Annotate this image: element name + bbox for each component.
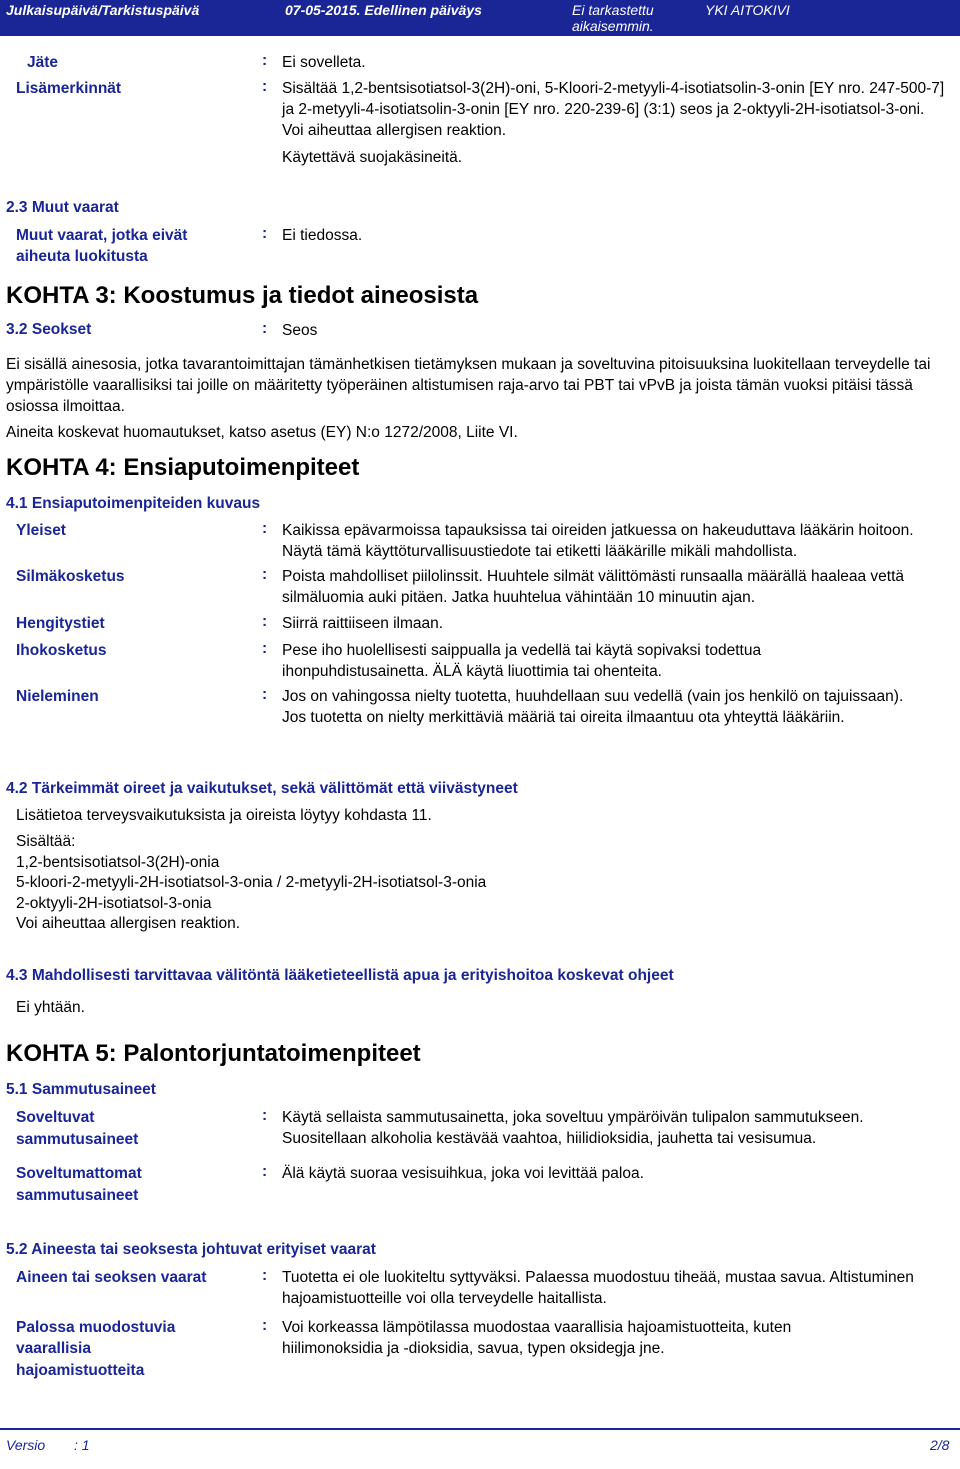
jate-label: Jäte: [27, 54, 59, 71]
yleiset-colon: :: [262, 520, 268, 537]
muut-vaarat-value: Ei tiedossa.: [282, 227, 363, 244]
palossa-label-3: hajoamistuotteita: [16, 1362, 145, 1379]
aineen-vaarat-colon: :: [262, 1267, 268, 1284]
s42-line-6: Voi aiheuttaa allergisen reaktion.: [16, 915, 241, 932]
section-4-2-title: 4.2 Tärkeimmät oireet ja vaikutukset, sekä välittömät että viivästyneet: [6, 780, 518, 797]
section-3-title: KOHTA 3: Koostumus ja tiedot aineosista: [6, 282, 479, 309]
yleiset-label: Yleiset: [16, 522, 66, 539]
footer-divider: [0, 1428, 960, 1430]
soveltuvat-label-1: Soveltuvat: [16, 1109, 95, 1126]
section-3-2-label: 3.2 Seokset: [6, 321, 92, 338]
s42-line-2: Sisältää:: [16, 833, 76, 850]
hengitystiet-label: Hengitystiet: [16, 615, 105, 632]
palossa-label-2: vaarallisia: [16, 1340, 91, 1357]
header-note-line2: aikaisemmin.: [572, 18, 654, 34]
ihokosketus-label: Ihokosketus: [16, 642, 107, 659]
lisamerkinnat-label: Lisämerkinnät: [16, 80, 122, 97]
palossa-label-1: Palossa muodostuvia: [16, 1319, 176, 1336]
jate-colon: :: [262, 52, 268, 69]
yleiset-value: Kaikissa epävarmoissa tapauksissa tai oireiden jatkuessa on hakeuduttava lääkärin hoitoon. Näytä tämä käyttöturvallisuustiedote tai etiketti lääkärille mikäli mahdollista.: [282, 522, 914, 560]
soveltumattomat-value: Älä käytä suoraa vesisuihkua, joka voi levittää paloa.: [282, 1165, 644, 1182]
silmakosketus-value: Poista mahdolliset piilolinssit. Huuhtele silmät välittömästi runsaalla määrällä haaleaa vettä silmäluomia auki pitäen. Jatka huuhtelua vähintään 10 minuutin ajan.: [282, 568, 905, 606]
ihokosketus-colon: :: [262, 640, 268, 657]
s42-line-4: 5-kloori-2-metyyli-2H-isotiatsol-3-onia / 2-metyyli-2H-isotiatsol-3-onia: [16, 874, 487, 891]
nieleminen-label: Nieleminen: [16, 688, 99, 705]
nieleminen-value: Jos on vahingossa nielty tuotetta, huuhdellaan suu vedellä (vain jos henkilö on tajuissaan). Jos tuotetta on nielty merkittäviä määriä tai oireita ilmaantuu ota yhteyttä lääkäriin.: [282, 688, 904, 726]
nieleminen-colon: :: [262, 686, 268, 703]
silmakosketus-colon: :: [262, 566, 268, 583]
hengitystiet-colon: :: [262, 613, 268, 630]
palossa-value: Voi korkeassa lämpötilassa muodostaa vaarallisia hajoamistuotteita, kuten hiilimonoksidia ja -dioksidia, savua, typen oksidegja jne.: [282, 1319, 792, 1357]
section-3-paragraph: Ei sisällä ainesosia, jotka tavarantoimittajan tämänhetkisen tietämyksen mukaan ja soveltuvina pitoisuuksina luokitellaan terveydelle tai ympäristölle vaarallisiksi tai joille on määritetty työperäinen altistumisen raja-arvo tai PBT tai vPvB ja joista tämän vuoksi pitäisi tässä osiossa ilmoittaa.: [6, 356, 931, 415]
section-4-1-title: 4.1 Ensiaputoimenpiteiden kuvaus: [6, 495, 261, 512]
section-5-title: KOHTA 5: Palontorjuntatoimenpiteet: [6, 1040, 421, 1067]
footer-page-number: 2/8: [930, 1437, 950, 1453]
section-3-note: Aineita koskevat huomautukset, katso asetus (EY) N:o 1272/2008, Liite VI.: [6, 424, 518, 441]
s42-line-5: 2-oktyyli-2H-isotiatsol-3-onia: [16, 895, 212, 912]
hengitystiet-value: Siirrä raittiiseen ilmaan.: [282, 615, 444, 632]
aineen-vaarat-value: Tuotetta ei ole luokiteltu syttyväksi. Palaessa muodostuu tiheää, mustaa savua. Altistuminen hajoamistuotteille voi olla terveydelle haitallista.: [282, 1269, 914, 1307]
soveltuvat-colon: :: [262, 1107, 268, 1124]
section-4-3-title: 4.3 Mahdollisesti tarvittavaa välitöntä lääketieteellistä apua ja erityishoitoa koskevat ohjeet: [6, 967, 674, 984]
s42-line-3: 1,2-bentsisotiatsol-3(2H)-onia: [16, 854, 220, 871]
silmakosketus-label: Silmäkosketus: [16, 568, 125, 585]
header-date-value: 07-05-2015. Edellinen päiväys: [285, 2, 482, 18]
lisamerkinnat-colon: :: [262, 78, 268, 95]
jate-value: Ei sovelleta.: [282, 54, 366, 71]
document-header: [0, 0, 960, 36]
soveltumattomat-colon: :: [262, 1163, 268, 1180]
footer-version-label: Versio: [6, 1437, 46, 1453]
section-5-1-title: 5.1 Sammutusaineet: [6, 1081, 156, 1098]
seokset-value: Seos: [282, 322, 318, 339]
s43-value: Ei yhtään.: [16, 999, 85, 1016]
muut-vaarat-label: Muut vaarat, jotka eivät aiheuta luokitusta: [16, 227, 188, 265]
section-2-3-title: 2.3 Muut vaarat: [6, 199, 119, 216]
section-5-2-title: 5.2 Aineesta tai seoksesta johtuvat erityiset vaarat: [6, 1241, 376, 1258]
section-4-title: KOHTA 4: Ensiaputoimenpiteet: [6, 454, 360, 481]
seokset-colon: :: [262, 320, 268, 337]
header-company: YKI AITOKIVI: [705, 2, 790, 18]
lisamerkinnat-value-2: Käytettävä suojakäsineitä.: [282, 149, 463, 166]
s42-line-1: Lisätietoa terveysvaikutuksista ja oireista löytyy kohdasta 11.: [16, 807, 432, 824]
footer-version-value: : 1: [74, 1437, 90, 1453]
soveltuvat-label-2: sammutusaineet: [16, 1131, 139, 1148]
soveltumattomat-label-1: Soveltumattomat: [16, 1165, 142, 1182]
lisamerkinnat-value: Sisältää 1,2-bentsisotiatsol-3(2H)-oni, 5-Kloori-2-metyyli-4-isotiatsolin-3-onin [EY nro. 247-500-7] ja 2-metyyli-4-isotiatsolin-3-onin [EY nro. 220-239-6] (3:1) seos ja 2-oktyyli-2H-isotiatsol-3-oni. Voi aiheuttaa allergisen reaktion.: [282, 80, 945, 139]
soveltumattomat-label-2: sammutusaineet: [16, 1187, 139, 1204]
muut-vaarat-colon: :: [262, 225, 268, 242]
aineen-vaarat-label: Aineen tai seoksen vaarat: [16, 1269, 207, 1286]
ihokosketus-value: Pese iho huolellisesti saippualla ja vedellä tai käytä sopivaksi todettua ihonpuhdistusainetta. ÄLÄ käytä liuottimia tai ohenteita.: [282, 642, 762, 680]
header-date-label: Julkaisupäivä/Tarkistuspäivä: [6, 2, 200, 18]
soveltuvat-value: Käytä sellaista sammutusainetta, joka soveltuu ympäröivän tulipalon sammutukseen. Suositellaan alkoholia kestävää vaahtoa, hiilidioksidia, jauhetta tai vesisumua.: [282, 1109, 864, 1147]
header-note-line1: Ei tarkastettu: [572, 2, 654, 18]
palossa-colon: :: [262, 1317, 268, 1334]
